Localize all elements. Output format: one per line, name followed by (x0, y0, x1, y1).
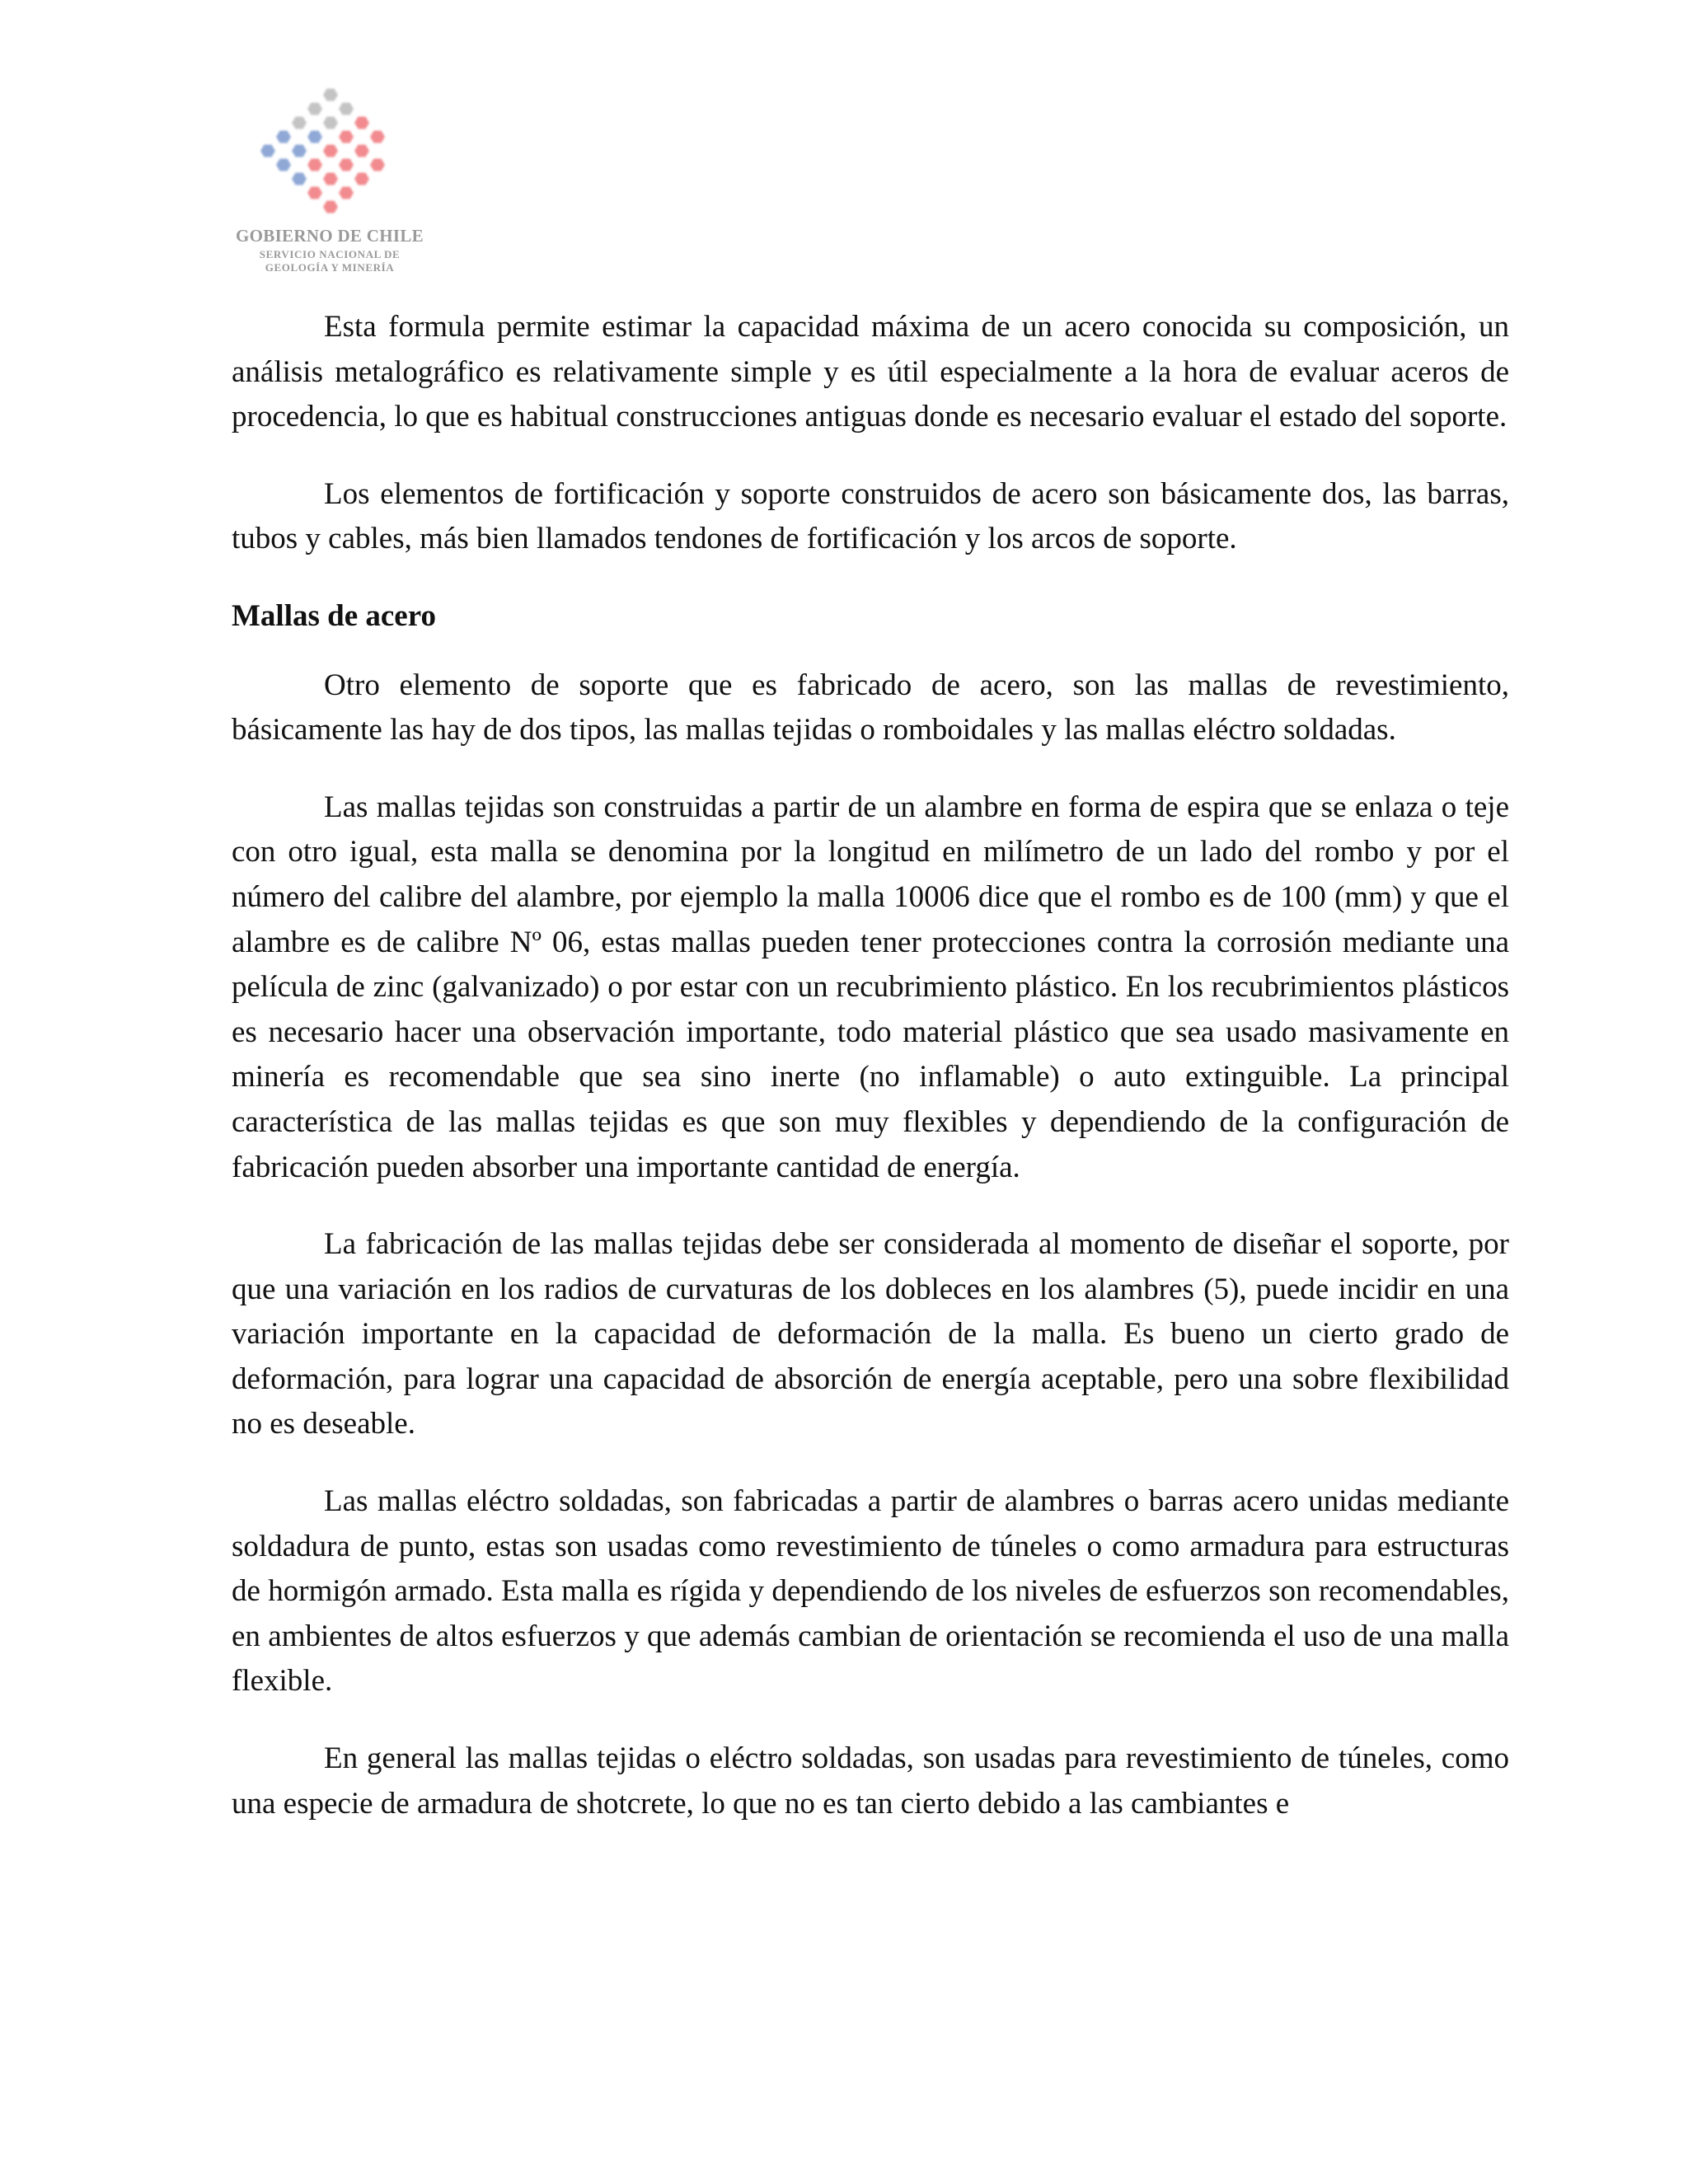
logo-tile (323, 201, 338, 213)
logo-subtitle-2: GEOLOGÍA Y MINERÍA (265, 261, 395, 274)
gobierno-de-chile-logo-icon (260, 87, 404, 218)
paragraph-6: Las mallas eléctro soldadas, son fabricadas a partir de alambres o barras acero unidas mediante soldadura de punto, estas son usadas como revestimiento de túneles o como armadura para estructuras de hormigón armado. Esta malla es rígida y dependiendo de los niveles de esfuerzos son recomendables, en ambientes de altos esfuerzos y que además cambian de orientación se recomienda el uso de una malla flexible. (232, 1484, 1509, 1699)
header-logo (231, 87, 433, 284)
logo-tile (339, 103, 354, 115)
section-heading: Mallas de acero (232, 598, 436, 633)
logo-tile (354, 117, 369, 129)
logo-tile (323, 89, 338, 101)
logo-tile (339, 131, 354, 143)
logo-tile (307, 187, 322, 199)
logo-tile (307, 131, 322, 143)
logo-tile (370, 131, 385, 143)
logo-tile (354, 173, 369, 185)
logo-tile (323, 117, 338, 129)
logo-subtitle-1: SERVICIO NACIONAL DE (259, 248, 401, 261)
logo-tile (370, 159, 385, 171)
paragraph-5: La fabricación de las mallas tejidas debe ser considerada al momento de diseñar el soporte, por que una variación en los radios de curvaturas de los dobleces en los alambres (5), puede incidir en una variación importante en la capacidad de deformación de la malla. Es bueno un cierto grado de deformación, para lograr una capacidad de absorción de energía aceptable, pero una sobre flexibilidad no es deseable. (232, 1227, 1509, 1441)
paragraph-3: Otro elemento de soporte que es fabricado de acero, son las mallas de revestimiento, básicamente las hay de dos tipos, las mallas tejidas o romboidales y las mallas eléctro soldadas. (232, 668, 1509, 748)
logo-tile (276, 159, 291, 171)
document-body (232, 305, 1509, 1858)
logo-tile (339, 187, 354, 199)
paragraph-7: En general las mallas tejidas o eléctro soldadas, son usadas para revestimiento de túneles, como una especie de armadura de shotcrete, lo que no es tan cierto debido a las cambiantes e (232, 1741, 1509, 1821)
logo-tile (354, 145, 369, 157)
logo-tile (307, 159, 322, 171)
logo-tile (323, 173, 338, 185)
logo-tile (307, 103, 322, 115)
logo-tile (292, 117, 307, 129)
logo-tile (276, 131, 291, 143)
logo-title: GOBIERNO DE CHILE (236, 226, 424, 246)
paragraph-1: Esta formula permite estimar la capacidad máxima de un acero conocida su composición, un análisis metalográfico es relativamente simple y es útil especialmente a la hora de evaluar aceros de procedencia, lo que es habitual construcciones antiguas donde es necesario evaluar el estado del soporte. (232, 310, 1509, 434)
logo-tile (260, 145, 275, 157)
logo-tile (323, 145, 338, 157)
logo-tile (292, 145, 307, 157)
logo-tile (292, 173, 307, 185)
paragraph-2: Los elementos de fortificación y soporte construidos de acero son básicamente dos, las barras, tubos y cables, más bien llamados tendones de fortificación y los arcos de soporte. (232, 476, 1509, 556)
logo-tile (339, 159, 354, 171)
paragraph-4: Las mallas tejidas son construidas a partir de un alambre en forma de espira que se enlaza o teje con otro igual, esta malla se denomina por la longitud en milímetro de un lado del rombo y por el número del calibre del alambre, por ejemplo la malla 10006 dice que el rombo es de 100 (mm) y que el alambre es de calibre Nº 06, estas mallas pueden tener protecciones contra la corrosión mediante una película de zinc (galvanizado) o por estar con un recubrimiento plástico. En los recubrimientos plásticos es necesario hacer una observación importante, todo material plástico que sea usado masivamente en minería es recomendable que sea sino inerte (no inflamable) o auto extinguible. La principal característica de las mallas tejidas es que son muy flexibles y dependiendo de la configuración de fabricación pueden absorber una importante cantidad de energía. (232, 790, 1509, 1184)
